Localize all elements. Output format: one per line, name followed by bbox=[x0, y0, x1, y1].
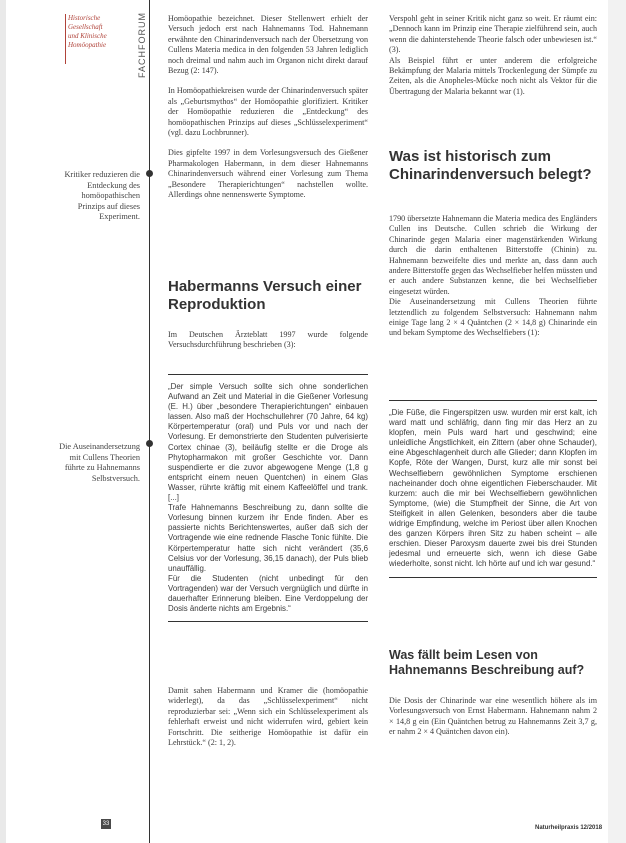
paragraph: Die Auseinandersetzung mit Cullens Theorien führte letztendlich zu folgendem Selbstversuch: Hahnemann nahm einige Tage lang 2 × 4 Quäntchen (2 × 14,8 g) Chinarinde ein und bekam Symptome des Wechselfiebers (1): bbox=[389, 297, 597, 338]
paragraph: Die Dosis der Chinarinde war eine wesentlich höhere als im Vorlesungsversuch von Ernst Habermann. Hahnemann nahm 2 × 14,8 g ein (Ein Quäntchen betrug zu Hahnemanns Zeit 3,7 g, er nahm 2 × 4 Quäntchen davon ein). bbox=[389, 696, 597, 737]
logo-line: Homöopathie bbox=[68, 41, 107, 49]
paragraph: In Homöopathiekreisen wurde der Chinarindenversuch später als „Geburtsmythos“ der Homöopathie glorifiziert. Kritiker der Homöopathie reduzieren die „Entdeckung“ des homöopathischen Prinzips auf dieses „Schlüsselexperiment“ (vgl. dazu Lochbrunner). bbox=[168, 86, 368, 138]
society-logo bbox=[68, 14, 132, 50]
logo-bar bbox=[65, 14, 66, 64]
column-right bbox=[389, 14, 597, 107]
margin-rule-dot bbox=[146, 440, 153, 447]
column-left bbox=[168, 14, 368, 211]
footer-journal: Naturheilpraxis 12/2018 bbox=[535, 825, 603, 831]
paragraph: Homöopathie bezeichnet. Dieser Stellenwert erhielt der Versuch jedoch erst nach Hahnemanns Tod. Hahnemann erwähnte den Chinarindenversuch nach der Übersetzung von Cullens Materia medica in den folgenden 53 Jahren lediglich noch dreimal und nahm auch im Organon nicht direkt darauf Bezug (2: 147). bbox=[168, 14, 368, 76]
quote-box: „Die Füße, die Fingerspitzen usw. wurden mir erst kalt, ich ward matt und schläfrig, dann fing mir das Herz an zu klopfen, mein Puls ward hart und geschwind; eine unleidliche Ängstlichkeit, ein Zittern (aber ohne Schauder), eine Abgeschlagenheit durch alle Glieder; dann Klopfen im Kopfe, Röte der Wangen, Durst, kurz alle mir sonst bei Wechselfiebern gewöhnlichen Symptome erschienen nacheinander doch ohne eigentlichen Fieberschauder. Mit kurzem: auch die mir bei Wechselfiebern gewöhnlichen Symptome, (wie) die Stumpfheit der Sinne, die Art von Steifigkeit in allen Gelenken, besonders aber die taube widrige Empfindung, welche im Periost über allen Knochen des ganzen Körpers ihren Sitz zu haben scheint – alle erschien. Dieser Paroxysm dauerte zwei bis drei Stunden jedesmal und erneuerte sich, wenn ich diese Gabe wiederholte, sonst nicht. Ich hörte auf und ich war gesund.“ bbox=[389, 400, 597, 578]
section-heading: Habermanns Versuch einer Reproduktion bbox=[168, 278, 362, 313]
margin-rule-dot bbox=[146, 170, 153, 177]
section-heading: Was ist historisch zum Chinarindenversuch belegt? bbox=[389, 148, 592, 183]
margin-rule bbox=[149, 0, 150, 843]
section-heading: Was fällt beim Lesen von Hahnemanns Beschreibung auf? bbox=[389, 648, 585, 677]
paragraph-conclusion bbox=[168, 686, 368, 758]
paragraph: Im Deutschen Ärzteblatt 1997 wurde folgende Versuchsdurchführung beschrieben (3): bbox=[168, 330, 368, 350]
column-right-body bbox=[389, 214, 597, 349]
margin-note: Die Auseinandersetzung mit Cullens Theorien führte zu Hahnemanns Selbstversuch. bbox=[59, 442, 140, 483]
section-label bbox=[137, 12, 149, 88]
logo-line: Gesellschaft bbox=[68, 23, 103, 31]
paragraph: Damit sahen Habermann und Kramer die (homöopathie widerlegt), da das „Schlüsselexperiment“ nicht reproduzierbar sei: „Wenn sich ein Schlüsselexperiment als fehlerhaft erweist und nicht widerrufen wird, gebiert kein Fortschritt. Die seitherige Homöopathie ist dafür ein Lehrstück.“ (2: 1, 2). bbox=[168, 686, 368, 748]
page-edge-right bbox=[608, 0, 626, 843]
paragraph: Dies gipfelte 1997 in dem Vorlesungsversuch des Gießener Pharmakologen Habermann, in dem dieser Hahnemanns Chinarindenversuch während einer Vorlesung zum Thema „Besondere Therapierichtungen“ nachstellen wollte. Allerdings ohne nennenswerte Symptome. bbox=[168, 148, 368, 200]
logo-line: Historische bbox=[68, 14, 101, 22]
paragraph: Verspohl geht in seiner Kritik nicht ganz so weit. Er räumt ein: „Dennoch kann im Prinzip eine Therapie zielführend sein, auch wenn die dahinterstehende Theorie falsch oder unbewiesen ist.“ (3). bbox=[389, 14, 597, 55]
paragraph: Als Beispiel führt er unter anderem die erfolgreiche Bekämpfung der Malaria mittels Trockenlegung der Sümpfe zu Zeiten, als die Anopheles-Mücke noch nicht als Vektor für die Übertragung der Malaria bekannt war (1). bbox=[389, 55, 597, 96]
section-label-text: FACHFORUM bbox=[137, 12, 147, 78]
column-right-end bbox=[389, 696, 597, 748]
paragraph: 1790 übersetzte Hahnemann die Materia medica des Engländers Cullen ins Deutsche. Cullen schrieb die Wirkung der Chinarinde gegen Malaria einer magenstärkenden Wirkung durch die darin enthaltenen Bitterstoffe (Chinin) zu. Hahnemann bezweifelte dies und merkte an, dass dann auch andere Bitterstoffe gegen das Wechselfieber helfen müssten und er auch andere Substanzen kenne, die bei Wechselfieber eingesetzt würden. bbox=[389, 214, 597, 296]
page-number: 33 bbox=[102, 821, 110, 827]
margin-note: Kritiker reduzieren die Entdeckung des homöopathischen Prinzips auf dieses Experiment. bbox=[64, 170, 140, 222]
quote-box: „Der simple Versuch sollte sich ohne sonderlichen Aufwand an Zeit und Material in die Gießener Vorlesung (E. H.) über „besondere Therapierichtungen“ einbauen lassen. Also maß der Hochschullehrer (70 Jahre, 64 kg) Körpertemperatur (oral) und Puls vor und nach der Vorlesung. Er demonstrierte den Studenten pulverisierte Cortex chinae (3), beiläufig stellte er die Droge als Phytopharmakon mit großer Geschichte vor. Dann suspendierte er die zuvor abgewogene Menge (1,8 g entspricht einem neuen Quentchen) in einem Glas Wasser, rührte kräftig mit einem Kaffeelöffel und trank. [...] Trafe Hahnemanns Beschreibung zu, dann sollte die Vorlesung binnen kurzem ihr Ende finden. Aber es passierte nichts Berichtenswertes, außer daß sich der Vortragende wie eine rednende Flasche Tonic fühlte. Die Körpertemperatur hatte sich nicht verändert (35,6 Celsius vor der Vorlesung, 36,15 danach), der Puls blieb unauffällig. Für die Studenten (nicht unbedingt für den Vortragenden) war der Versuch vergnüglich und dürfte in dauerhafter Erinnerung bleiben. Eine Verdoppelung der Dosis änderte nichts am Ergebnis.“ bbox=[168, 374, 368, 622]
paragraph-intro bbox=[168, 330, 368, 361]
logo-line: und Klinische bbox=[68, 32, 107, 40]
page-edge-left bbox=[0, 0, 6, 843]
